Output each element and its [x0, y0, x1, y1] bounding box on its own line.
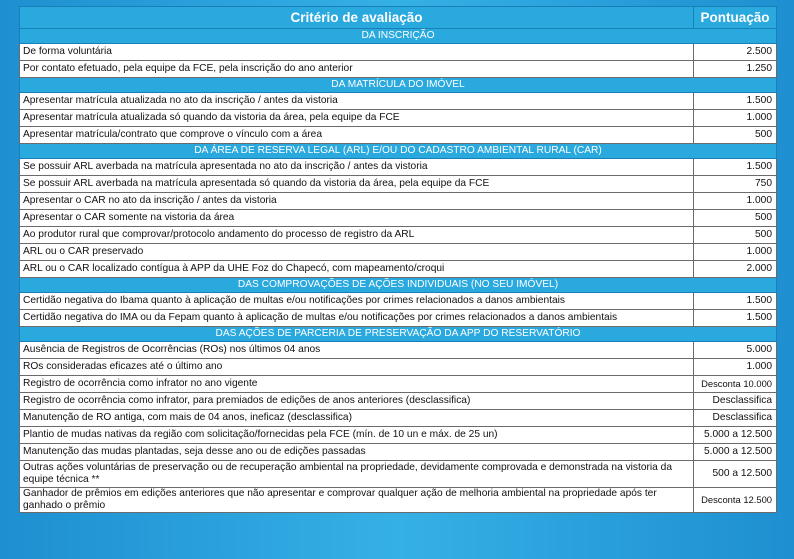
- table-row: [20, 393, 777, 410]
- evaluation-criteria-table: [19, 6, 777, 513]
- section-header-row: [20, 278, 777, 293]
- criterion-cell: Certidão negativa do IMA ou da Fepam quanto à aplicação de multas e/ou notificações por crimes relacionados a danos ambientais: [20, 310, 694, 327]
- score-cell: 5.000 a 12.500: [694, 444, 777, 461]
- score-cell: 1.000: [694, 110, 777, 127]
- section-header-row: [20, 29, 777, 44]
- criterion-cell: Registro de ocorrência como infrator no ano vigente: [20, 376, 694, 393]
- score-cell: 1.500: [694, 293, 777, 310]
- score-cell: 500: [694, 227, 777, 244]
- score-cell: 2.000: [694, 261, 777, 278]
- criterion-cell: Apresentar o CAR no ato da inscrição / antes da vistoria: [20, 193, 694, 210]
- table-row: [20, 193, 777, 210]
- table-row: [20, 61, 777, 78]
- table-row: [20, 293, 777, 310]
- score-cell: 1.000: [694, 359, 777, 376]
- criterion-cell: ROs consideradas eficazes até o último ano: [20, 359, 694, 376]
- score-cell: Desclassifica: [694, 410, 777, 427]
- criterion-cell: Ausência de Registros de Ocorrências (ROs) nos últimos 04 anos: [20, 342, 694, 359]
- section-header-row: [20, 144, 777, 159]
- criterion-column-header: Critério de avaliação: [20, 7, 694, 29]
- section-title: DAS COMPROVAÇÕES DE AÇÕES INDIVIDUAIS (NO SEU IMÓVEL): [20, 278, 777, 293]
- score-cell: 5.000: [694, 342, 777, 359]
- score-cell: 1.250: [694, 61, 777, 78]
- score-cell: 1.000: [694, 193, 777, 210]
- table-row: [20, 427, 777, 444]
- table-row: [20, 461, 777, 488]
- score-cell: 2.500: [694, 44, 777, 61]
- table-row: [20, 93, 777, 110]
- table-row: [20, 44, 777, 61]
- criterion-cell: Certidão negativa do Ibama quanto à aplicação de multas e/ou notificações por crimes relacionados a danos ambientais: [20, 293, 694, 310]
- criterion-cell: ARL ou o CAR preservado: [20, 244, 694, 261]
- table-row: [20, 261, 777, 278]
- criterion-cell: Apresentar matrícula atualizada só quando da vistoria da área, pela equipe da FCE: [20, 110, 694, 127]
- section-title: DA INSCRIÇÃO: [20, 29, 777, 44]
- table-row: [20, 444, 777, 461]
- section-header-row: [20, 78, 777, 93]
- criterion-cell: Ao produtor rural que comprovar/protocolo andamento do processo de registro da ARL: [20, 227, 694, 244]
- table-row: [20, 488, 777, 513]
- table-row: [20, 127, 777, 144]
- table-row: [20, 176, 777, 193]
- section-title: DAS AÇÕES DE PARCERIA DE PRESERVAÇÃO DA APP DO RESERVATÓRIO: [20, 327, 777, 342]
- evaluation-table-container: [19, 6, 776, 513]
- criterion-cell: Apresentar o CAR somente na vistoria da área: [20, 210, 694, 227]
- section-title: DA MATRÍCULA DO IMÓVEL: [20, 78, 777, 93]
- criterion-cell: Se possuir ARL averbada na matrícula apresentada só quando da vistoria da área, pela equipe da FCE: [20, 176, 694, 193]
- criterion-cell: Apresentar matrícula atualizada no ato da inscrição / antes da vistoria: [20, 93, 694, 110]
- criterion-cell: Plantio de mudas nativas da região com solicitação/fornecidas pela FCE (mín. de 10 un e máx. de 25 un): [20, 427, 694, 444]
- score-cell: 5.000 a 12.500: [694, 427, 777, 444]
- table-row: [20, 227, 777, 244]
- table-row: [20, 244, 777, 261]
- criterion-cell: Apresentar matrícula/contrato que comprove o vínculo com a área: [20, 127, 694, 144]
- score-cell: 500: [694, 127, 777, 144]
- score-cell: 1.500: [694, 159, 777, 176]
- criterion-cell: Ganhador de prêmios em edições anteriores que não apresentar e comprovar qualquer ação de melhoria ambiental na propriedade após ter ganhado o prêmio: [20, 488, 694, 513]
- criterion-cell: ARL ou o CAR localizado contígua à APP da UHE Foz do Chapecó, com mapeamento/croqui: [20, 261, 694, 278]
- score-cell: 500 a 12.500: [694, 461, 777, 488]
- score-cell: Desconta 10.000: [694, 376, 777, 393]
- criterion-cell: Registro de ocorrência como infrator, para premiados de edições de anos anteriores (desclassifica): [20, 393, 694, 410]
- table-row: [20, 159, 777, 176]
- criterion-cell: Manutenção das mudas plantadas, seja desse ano ou de edições passadas: [20, 444, 694, 461]
- table-row: [20, 359, 777, 376]
- score-cell: 1.000: [694, 244, 777, 261]
- table-row: [20, 342, 777, 359]
- table-row: [20, 310, 777, 327]
- score-cell: 500: [694, 210, 777, 227]
- table-header-row: [20, 7, 777, 29]
- table-row: [20, 376, 777, 393]
- table-body: [20, 29, 777, 513]
- score-column-header: Pontuação: [694, 7, 777, 29]
- section-header-row: [20, 327, 777, 342]
- score-cell: Desconta 12.500: [694, 488, 777, 513]
- score-cell: Desclassifica: [694, 393, 777, 410]
- table-row: [20, 210, 777, 227]
- table-row: [20, 410, 777, 427]
- score-cell: 750: [694, 176, 777, 193]
- criterion-cell: Outras ações voluntárias de preservação ou de recuperação ambiental na propriedade, devidamente comprovada e demonstrada na vistoria da equipe técnica **: [20, 461, 694, 488]
- criterion-cell: De forma voluntária: [20, 44, 694, 61]
- score-cell: 1.500: [694, 93, 777, 110]
- criterion-cell: Por contato efetuado, pela equipe da FCE, pela inscrição do ano anterior: [20, 61, 694, 78]
- criterion-cell: Se possuir ARL averbada na matrícula apresentada no ato da inscrição / antes da vistoria: [20, 159, 694, 176]
- criterion-cell: Manutenção de RO antiga, com mais de 04 anos, ineficaz (desclassifica): [20, 410, 694, 427]
- section-title: DA ÁREA DE RESERVA LEGAL (ARL) E/OU DO CADASTRO AMBIENTAL RURAL (CAR): [20, 144, 777, 159]
- table-row: [20, 110, 777, 127]
- score-cell: 1.500: [694, 310, 777, 327]
